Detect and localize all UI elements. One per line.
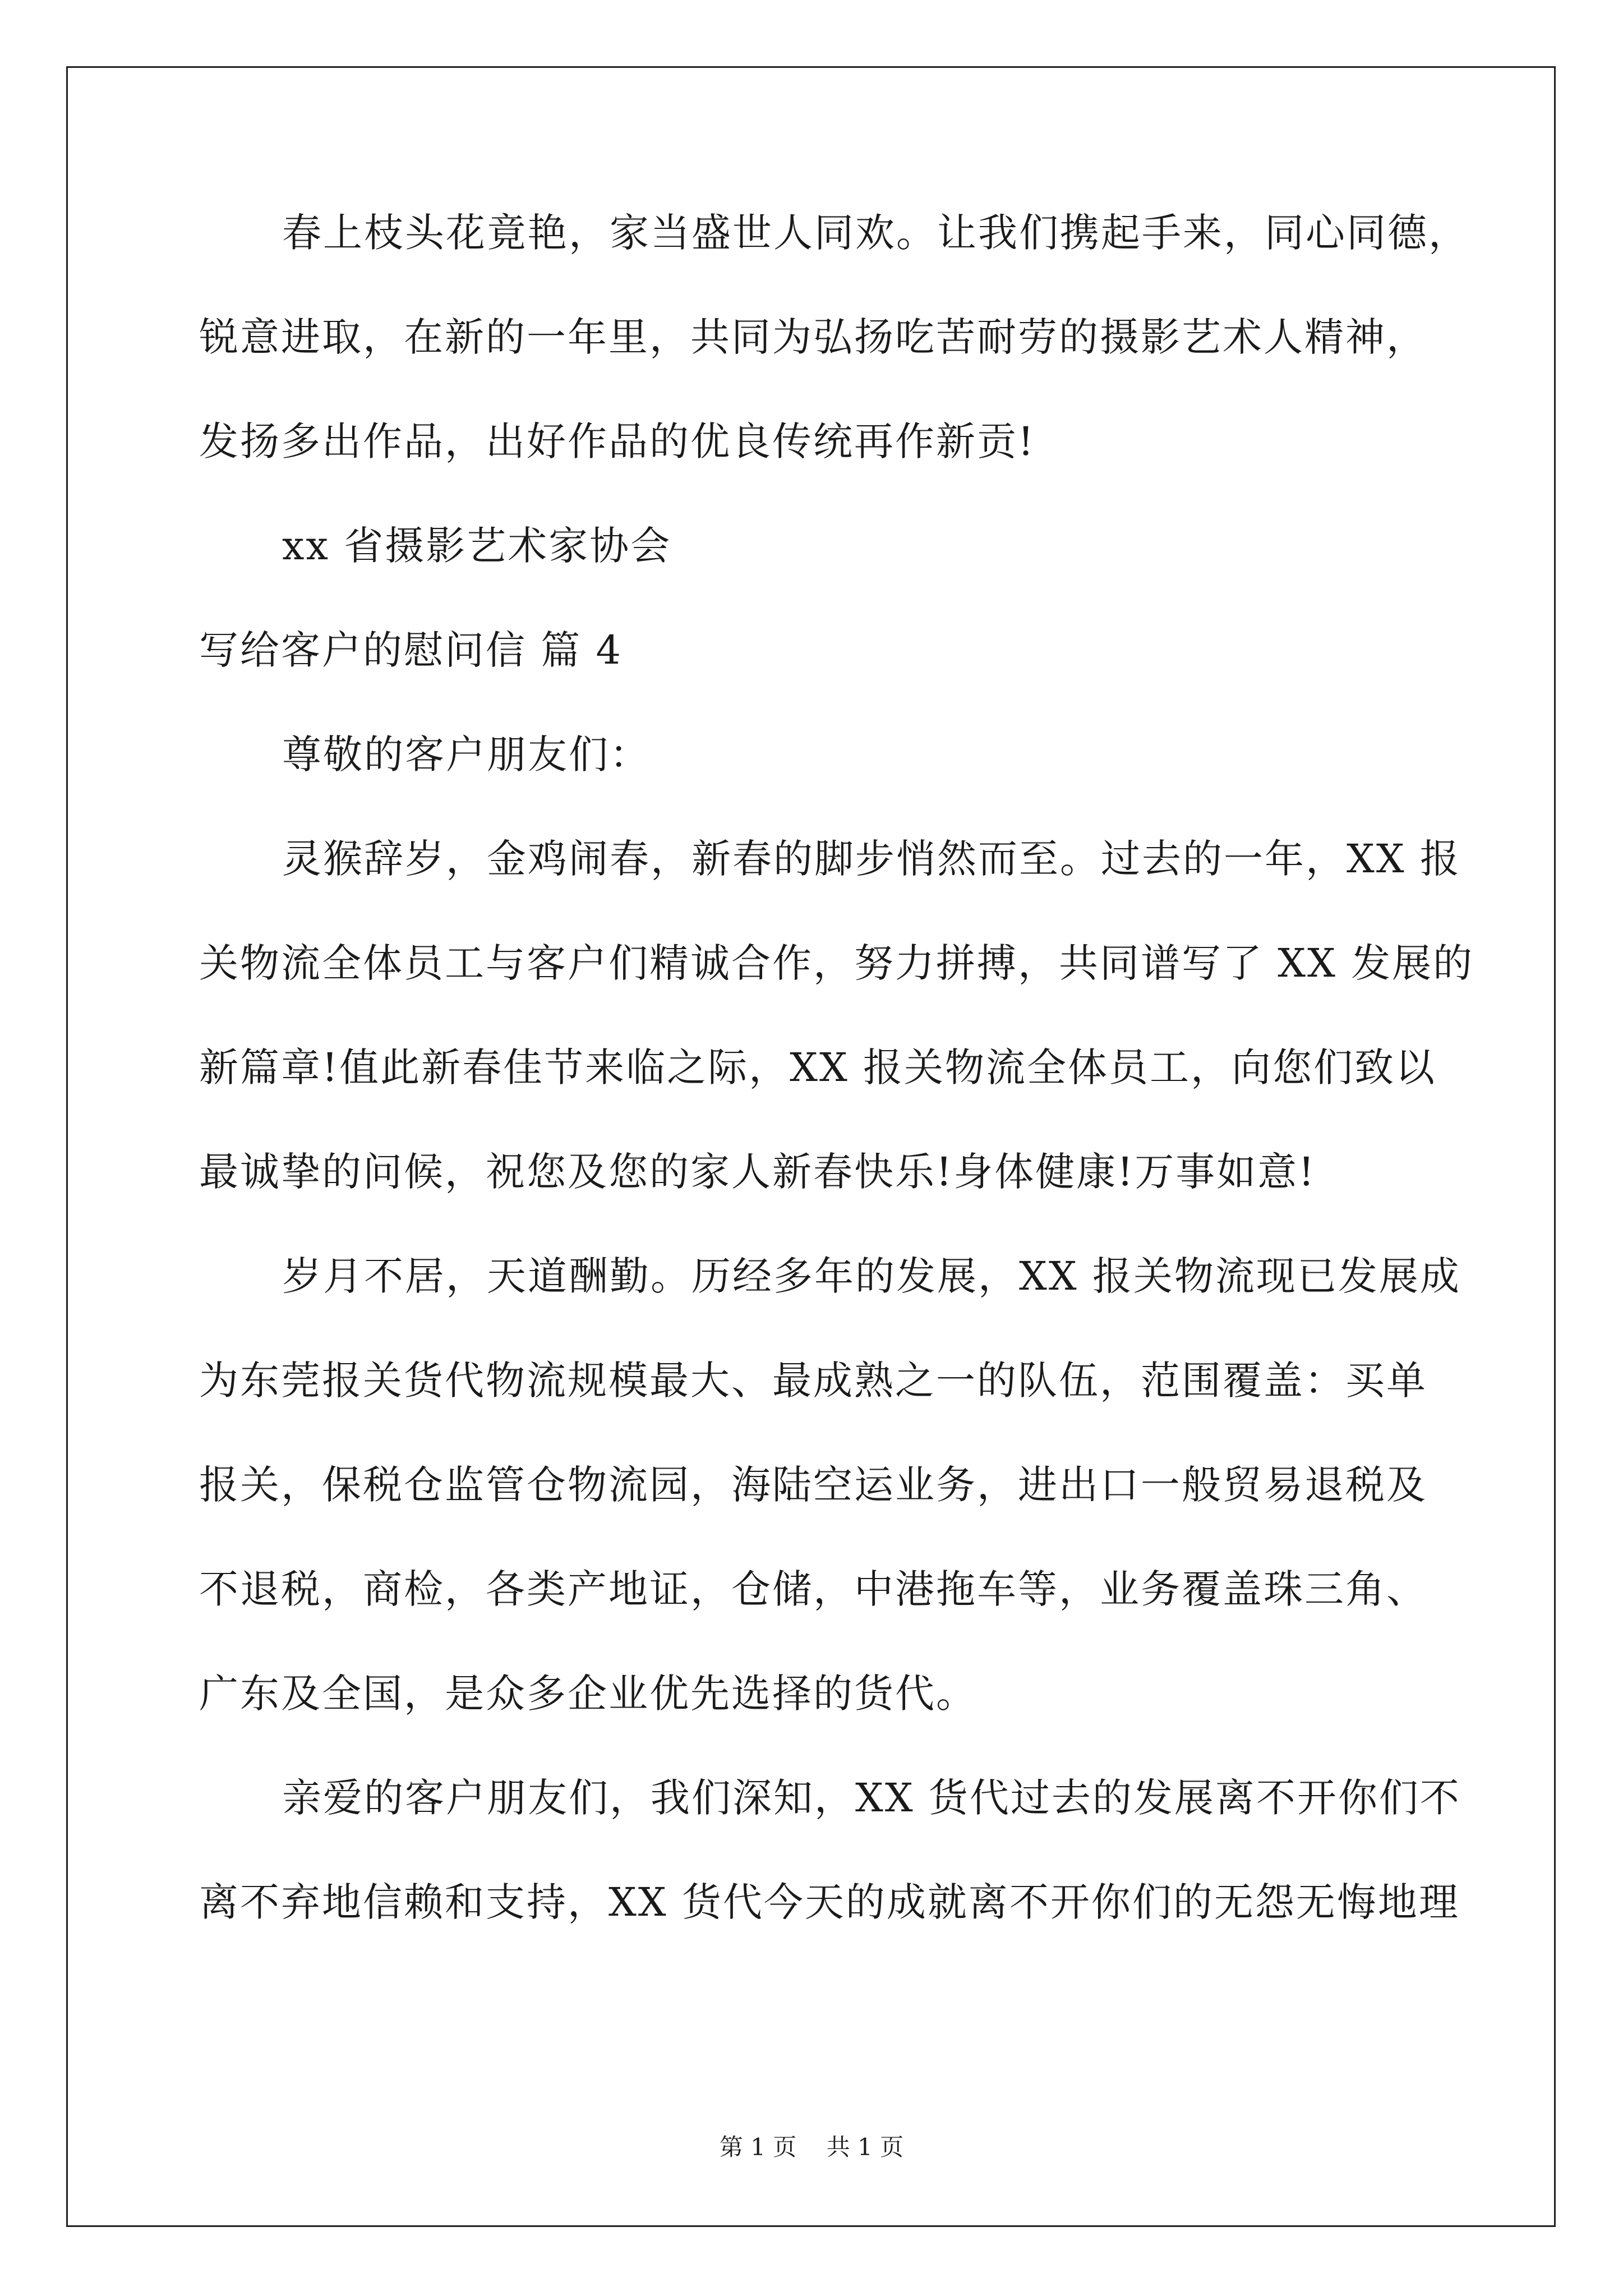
paragraph-line: 广东及全国，是众多企业优先选择的货代。 — [199, 1671, 977, 1717]
page-footer: 第 1 页 共 1 页 — [719, 2133, 904, 2161]
paragraph-line: 岁月不居，天道酬勤。历经多年的发展，XX 报关物流现已发展成 — [282, 1253, 1461, 1299]
paragraph-line: 锐意进取，在新的一年里，共同为弘扬吃苦耐劳的摄影艺术人精神， — [199, 314, 1427, 360]
section-heading: 写给客户的慰问信 篇 4 — [199, 627, 623, 673]
paragraph-line: 离不弃地信赖和支持，XX 货代今天的成就离不开你们的无怨无悔地理 — [199, 1879, 1460, 1925]
paragraph-line: 不退税，商检，各类产地证，仓储，中港拖车等，业务覆盖珠三角、 — [199, 1566, 1427, 1612]
paragraph-line: 发扬多出作品，出好作品的优良传统再作新贡! — [199, 418, 1036, 464]
paragraph-line: 灵猴辞岁，金鸡闹春，新春的脚步悄然而至。过去的一年，XX 报 — [282, 836, 1461, 882]
paragraph-line: 关物流全体员工与客户们精诚合作，努力拼搏，共同谱写了 XX 发展的 — [199, 940, 1474, 986]
paragraph-line: 春上枝头花竟艳，家当盛世人同欢。让我们携起手来，同心同德， — [282, 210, 1469, 256]
paragraph-line: 报关，保税仓监管仓物流园，海陆空运业务，进出口一般贸易退税及 — [199, 1462, 1427, 1508]
paragraph-line: 最诚挚的问候，祝您及您的家人新春快乐!身体健康!万事如意! — [199, 1149, 1316, 1195]
greeting: 尊敬的客户朋友们： — [282, 731, 651, 777]
paragraph-line: 新篇章!值此新春佳节来临之际，XX 报关物流全体员工，向您们致以 — [199, 1045, 1437, 1091]
signature: xx 省摄影艺术家协会 — [282, 523, 672, 569]
paragraph-line: 为东莞报关货代物流规模最大、最成熟之一的队伍，范围覆盖：买单 — [199, 1358, 1427, 1404]
paragraph-line: 亲爱的客户朋友们，我们深知，XX 货代过去的发展离不开你们不 — [282, 1775, 1461, 1821]
